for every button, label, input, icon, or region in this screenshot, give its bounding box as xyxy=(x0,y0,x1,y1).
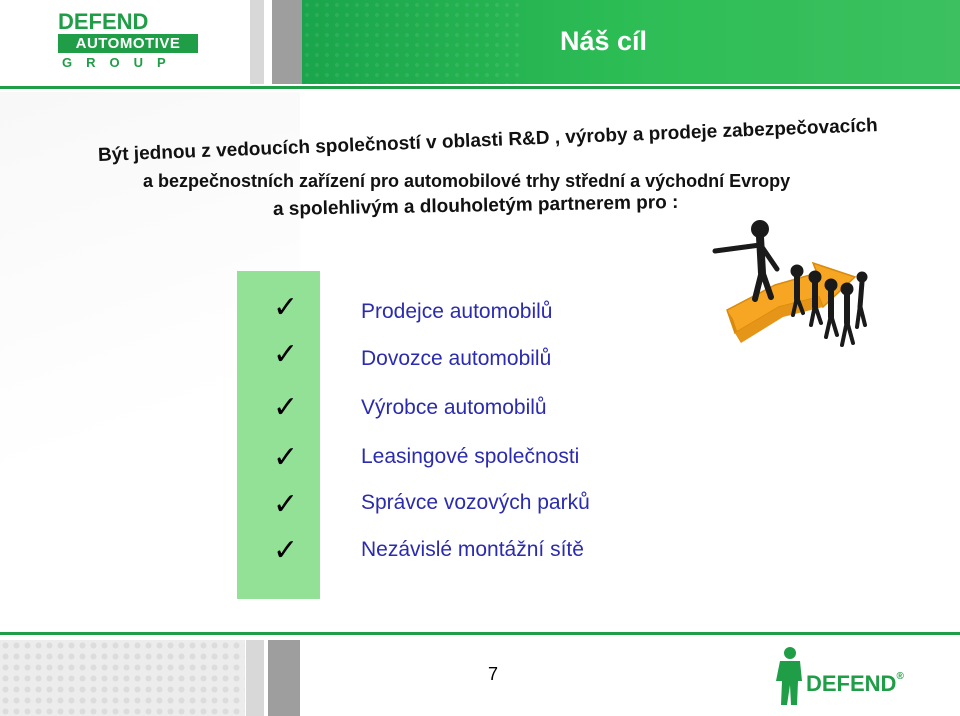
footer-grey-bar-dark xyxy=(268,640,300,716)
list-item: Prodejce automobilů xyxy=(361,300,553,323)
decor-grey-bar-dark xyxy=(272,0,302,84)
header-divider xyxy=(0,86,960,89)
footer-divider xyxy=(0,632,960,635)
check-icon: ✓ xyxy=(273,390,299,425)
footer-pattern xyxy=(0,640,245,716)
title-band-pattern xyxy=(302,0,522,84)
logo-line-1: DEFEND xyxy=(58,9,149,34)
list-item: Nezávislé montážní sítě xyxy=(361,538,584,561)
defend-automotive-group-logo xyxy=(58,9,198,74)
list-item: Správce vozových parků xyxy=(361,491,590,514)
page-number: 7 xyxy=(488,664,499,684)
defend-man-icon xyxy=(770,645,806,711)
header xyxy=(0,0,960,90)
decor-grey-bar-light xyxy=(250,0,264,84)
leader-arrow-figures-icon xyxy=(705,215,870,365)
defend-footer-logo xyxy=(770,645,930,711)
logo-line-3: GROUP xyxy=(62,55,180,70)
headline-line-1: Být jednou z vedoucích společností v oblasti R&D , výroby a prodeje zabezpečovacích xyxy=(97,115,879,166)
headline-line-2: a bezpečnostních zařízení pro automobilové trhy střední a východní Evropy xyxy=(143,171,791,191)
footer-logo-text xyxy=(806,671,904,697)
check-icon: ✓ xyxy=(273,337,299,372)
check-icon: ✓ xyxy=(273,487,299,522)
list-item: Výrobce automobilů xyxy=(361,396,547,419)
footer-grey-bar-light xyxy=(246,640,264,716)
check-icon: ✓ xyxy=(273,440,299,475)
footer-logo-word: DEFEND xyxy=(806,671,897,696)
headline-line-3: a spolehlivým a dlouholetým partnerem pro : xyxy=(272,191,679,220)
logo-line-2: AUTOMOTIVE xyxy=(58,34,198,53)
footer-logo-registered: ® xyxy=(896,671,904,682)
leader-illustration-svg xyxy=(705,215,870,365)
list-item: Dovozce automobilů xyxy=(361,347,552,370)
check-icon: ✓ xyxy=(273,533,299,568)
check-icon: ✓ xyxy=(273,290,299,325)
list-item: Leasingové společnosti xyxy=(361,445,580,468)
page-title: Náš cíl xyxy=(560,26,648,56)
